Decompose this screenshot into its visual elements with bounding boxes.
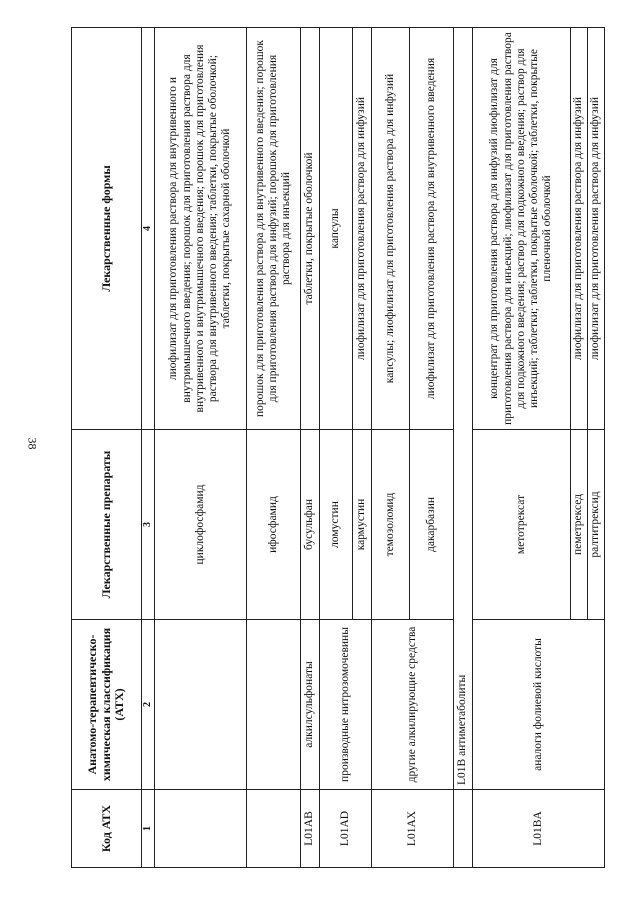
class-cell: другие алкилирующие средства: [372, 620, 454, 790]
code-cell: L01AX: [372, 790, 454, 868]
drug-cell: метотрексат: [473, 430, 571, 620]
forms-cell: лиофилизат для приготовления раствора для инфузий: [571, 28, 588, 430]
drug-cell: бусульфан: [301, 430, 320, 620]
header-row: [72, 28, 142, 868]
drug-cell: ломустин: [320, 430, 353, 620]
column-number: 4: [142, 28, 155, 430]
drug-table: [71, 27, 605, 868]
code-cell: [454, 790, 473, 868]
column-number: 3: [142, 430, 155, 620]
page-number: 38: [25, 437, 40, 450]
forms-cell: порошок для приготовления раствора для внутривенного введения; порошок для приготовления раствора для инфузий; порошок для приготовления раствора для инъекций: [247, 28, 301, 430]
column-number: 2: [142, 620, 155, 790]
class-cell: аналоги фолиевой кислоты: [473, 620, 605, 790]
column-number: 1: [142, 790, 155, 868]
code-cell: [247, 790, 301, 868]
header-forms: Лекарственные формы: [72, 28, 142, 430]
table-row: [247, 28, 301, 868]
forms-cell: лиофилизат для приготовления раствора для внутривенного и внутримышечного введения; порошок для приготовления раствора для внутривенного и внутримышечного введения; порошок для приготовления раствора для внутривенного введения; таблетки, покрытые оболочкой; таблетки, покрытые сахарной оболочкой: [155, 28, 247, 430]
table-frame: [71, 28, 602, 868]
forms-cell: капсулы: [320, 28, 353, 430]
table-row: [301, 28, 320, 868]
column-number-row: [142, 28, 155, 868]
header-classification: Анатомо-терапевтическо-химическая классификация (АТХ): [72, 620, 142, 790]
section-heading: L01B антиметаболиты: [454, 28, 473, 790]
drug-cell: темозоломид: [372, 430, 410, 620]
header-code: Код АТХ: [72, 790, 142, 868]
forms-cell: таблетки, покрытые оболочкой: [301, 28, 320, 430]
drug-cell: дакарбазин: [410, 430, 454, 620]
drug-cell: ифосфамид: [247, 430, 301, 620]
drug-cell: пеметрексед: [571, 430, 588, 620]
class-cell: [247, 620, 301, 790]
code-cell: L01AD: [320, 790, 372, 868]
class-cell: алкилсульфонаты: [301, 620, 320, 790]
class-cell: производные нитрозомочевины: [320, 620, 372, 790]
drug-cell: циклофосфамид: [155, 430, 247, 620]
table-row: [320, 28, 353, 868]
drug-cell: ралтитрексид: [588, 430, 605, 620]
section-row: [454, 28, 473, 868]
table-row: [372, 28, 410, 868]
table-row: [155, 28, 247, 868]
drug-cell: кармустин: [353, 430, 372, 620]
forms-cell: лиофилизат для приготовления раствора для инфузий: [353, 28, 372, 430]
forms-cell: концентрат для приготовления раствора для инфузий лиофилизат для приготовления раствора для инъекций; лиофилизат для приготовления раствора для подкожного введения; раствор для подкожного введения; раствор для инъекций; таблетки; таблетки, покрытые оболочкой; таблетки, покрытые пленочной оболочкой: [473, 28, 571, 430]
forms-cell: лиофилизат для приготовления раствора для инфузий: [588, 28, 605, 430]
header-drugs: Лекарственные препараты: [72, 430, 142, 620]
code-cell: L01AB: [301, 790, 320, 868]
code-cell: [155, 790, 247, 868]
code-cell: L01BA: [473, 790, 605, 868]
forms-cell: лиофилизат для приготовления раствора для внутривенного введения: [410, 28, 454, 430]
class-cell: [155, 620, 247, 790]
table-row: [473, 28, 571, 868]
forms-cell: капсулы; лиофилизат для приготовления раствора для инфузий: [372, 28, 410, 430]
